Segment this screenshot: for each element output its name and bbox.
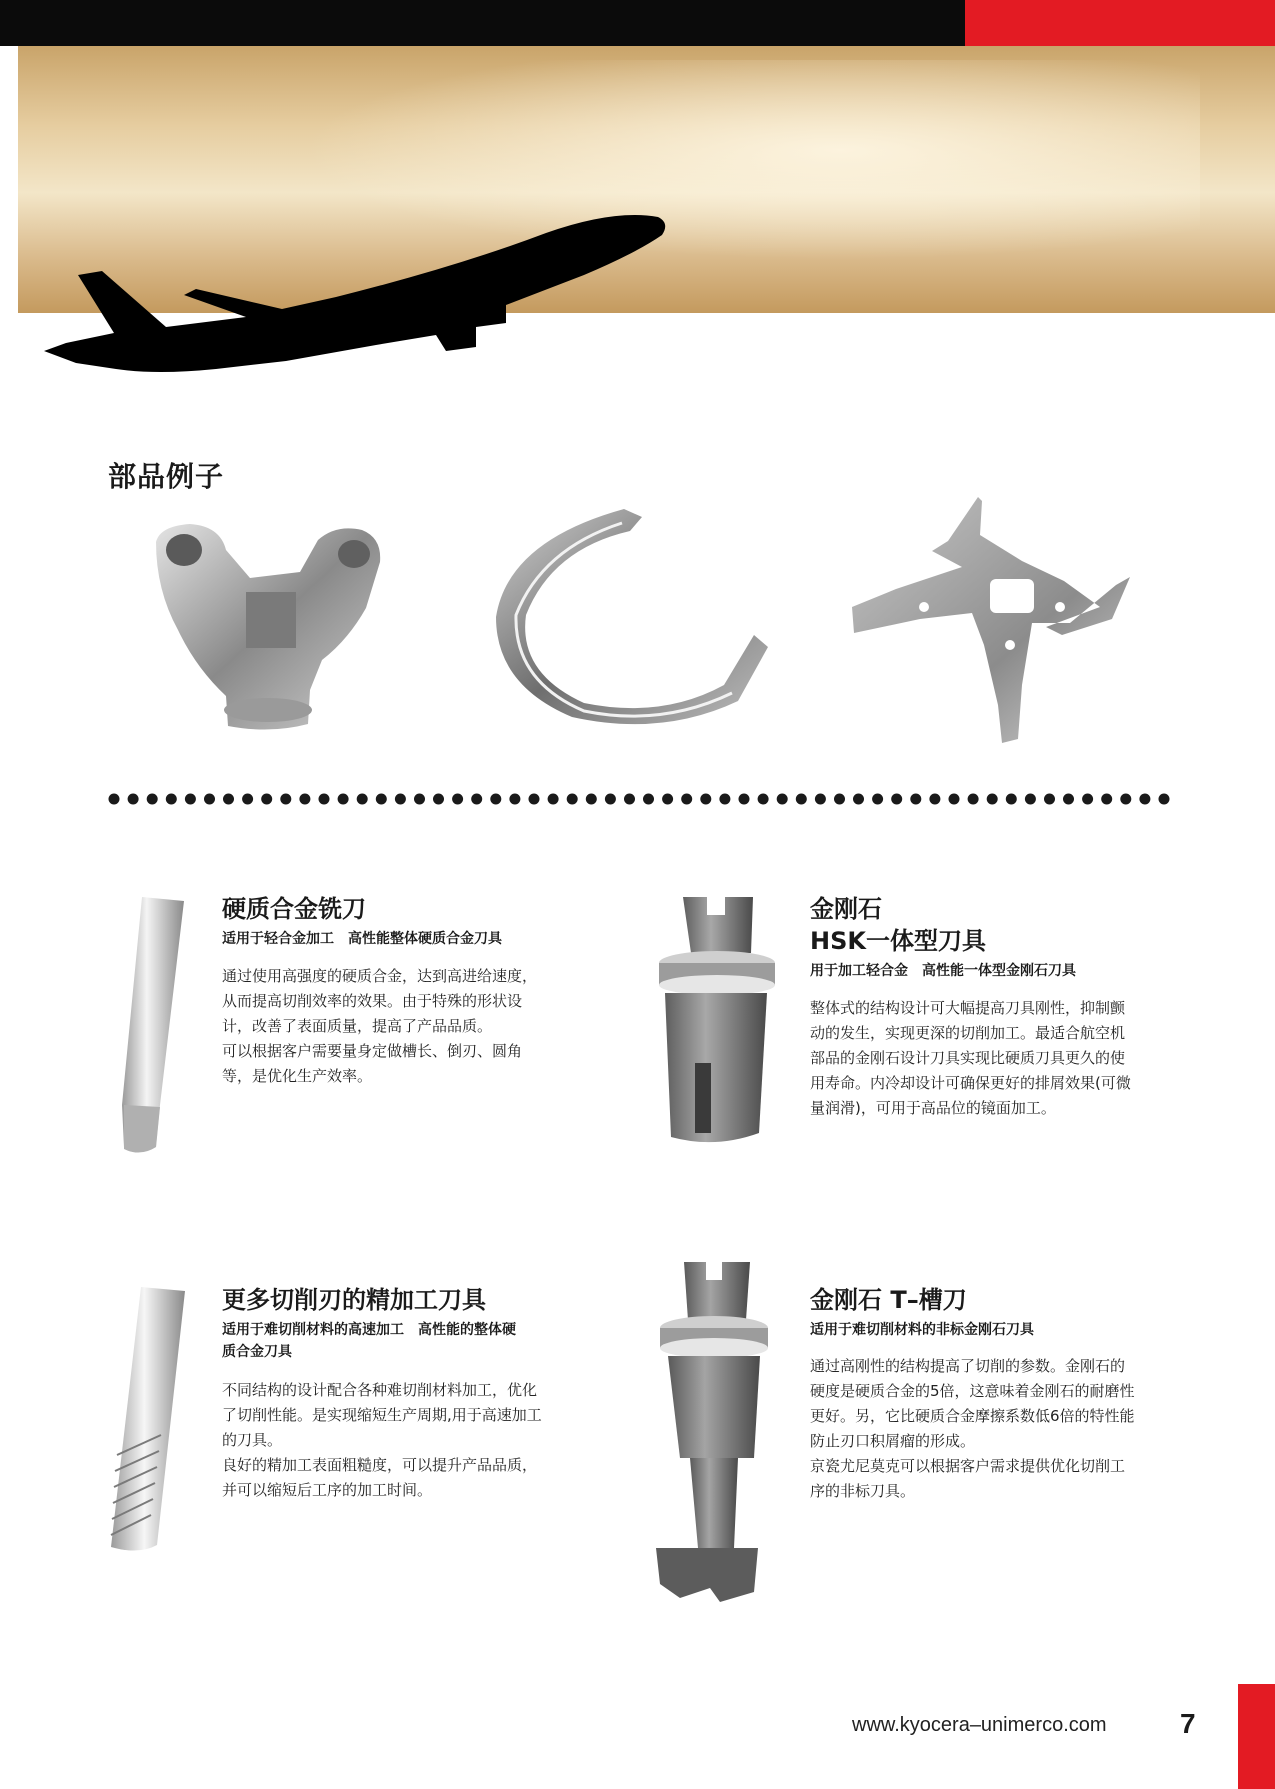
dotted-divider — [108, 792, 1170, 806]
product-title-line: 硬质合金铣刀 — [222, 895, 366, 923]
divider-dot — [624, 794, 635, 805]
divider-dot — [433, 794, 444, 805]
divider-dot — [204, 794, 215, 805]
divider-dot — [777, 794, 788, 805]
divider-dot — [1082, 794, 1093, 805]
divider-dot — [338, 794, 349, 805]
divider-dot — [242, 794, 253, 805]
divider-dot — [700, 794, 711, 805]
divider-dot — [490, 794, 501, 805]
product-1-subtitle — [222, 928, 622, 950]
divider-dot — [529, 794, 540, 805]
divider-dot — [949, 794, 960, 805]
divider-dot — [185, 794, 196, 805]
product-title-line: 金刚石 — [810, 895, 882, 923]
divider-dot — [643, 794, 654, 805]
divider-dot — [586, 794, 597, 805]
body-line: 的刀具。 — [222, 1431, 283, 1449]
body-line: 硬度是硬质合金的5倍，这意味着金刚石的耐磨性 — [810, 1382, 1135, 1400]
page-number: 7 — [1180, 1708, 1196, 1739]
divider-dot — [261, 794, 272, 805]
footer-accent-bar — [1238, 1684, 1275, 1789]
body-line: 部品的金刚石设计刀具实现比硬质刀具更久的使 — [810, 1049, 1126, 1067]
divider-dot — [1063, 794, 1074, 805]
body-line: 整体式的结构设计可大幅提高刀具刚性，抑制颤 — [810, 999, 1126, 1017]
body-line: 从而提高切削效率的效果。由于特殊的形状设 — [222, 992, 523, 1010]
product-2-title — [810, 893, 1190, 957]
product-1-title — [222, 893, 602, 925]
product-2-subtitle — [810, 960, 1210, 982]
hsk-tool-image — [655, 893, 775, 1148]
product-2-body — [810, 996, 1210, 1121]
top-bar-accent — [965, 0, 1275, 46]
divider-dot — [719, 794, 730, 805]
subtitle-line: 质合金刀具 — [222, 1344, 292, 1360]
divider-dot — [452, 794, 463, 805]
divider-dot — [987, 794, 998, 805]
body-line: 更好。另，它比硬质合金摩擦系数低6倍的特性能 — [810, 1407, 1135, 1425]
divider-dot — [357, 794, 368, 805]
body-line: 用寿命。内冷却设计可确保更好的排屑效果(可微 — [810, 1074, 1131, 1092]
product-4-body — [810, 1354, 1210, 1504]
divider-dot — [853, 794, 864, 805]
divider-dot — [109, 794, 120, 805]
body-line: 防止刃口积屑瘤的形成。 — [810, 1432, 976, 1450]
body-line: 可以根据客户需要量身定做槽长、倒刃、圆角 — [222, 1042, 523, 1060]
divider-dot — [223, 794, 234, 805]
divider-dot — [567, 794, 578, 805]
body-line: 计，改善了表面质量，提高了产品品质。 — [222, 1017, 493, 1035]
divider-dot — [872, 794, 883, 805]
divider-dot — [376, 794, 387, 805]
part-ring-segment-image — [492, 505, 768, 727]
divider-dot — [815, 794, 826, 805]
divider-dot — [1120, 794, 1131, 805]
product-3-body — [222, 1378, 622, 1503]
divider-dot — [166, 794, 177, 805]
divider-dot — [929, 794, 940, 805]
airplane-silhouette-icon — [36, 205, 676, 380]
top-bar — [0, 0, 965, 46]
product-title-line: 更多切削刃的精加工刀具 — [222, 1286, 486, 1314]
divider-dot — [509, 794, 520, 805]
divider-dot — [891, 794, 902, 805]
part-bracket-image — [150, 520, 390, 735]
body-line: 并可以缩短后工序的加工时间。 — [222, 1481, 433, 1499]
product-4-subtitle — [810, 1319, 1210, 1341]
subtitle-line: 适用于难切削材料的非标金刚石刀具 — [810, 1322, 1034, 1338]
divider-dot — [681, 794, 692, 805]
part-cross-frame-image — [850, 495, 1135, 745]
section-title: 部品例子 — [108, 460, 225, 493]
subtitle-line: 适用于难切削材料的高速加工 高性能的整体硬 — [222, 1322, 516, 1338]
divider-dot — [147, 794, 158, 805]
divider-dot — [319, 794, 330, 805]
divider-dot — [280, 794, 291, 805]
divider-dot — [739, 794, 750, 805]
divider-dot — [1006, 794, 1017, 805]
body-line: 量润滑)，可用于高品位的镜面加工。 — [810, 1099, 1056, 1117]
divider-dot — [128, 794, 139, 805]
divider-dot — [910, 794, 921, 805]
body-line: 良好的精加工表面粗糙度，可以提升产品品质， — [222, 1456, 538, 1474]
divider-dot — [758, 794, 769, 805]
body-line: 序的非标刀具。 — [810, 1482, 916, 1500]
divider-dot — [299, 794, 310, 805]
divider-dot — [1101, 794, 1112, 805]
product-title-line: 金刚石 T–槽刀 — [810, 1286, 967, 1314]
divider-dot — [968, 794, 979, 805]
body-line: 了切削性能。是实现缩短生产周期,用于高速加工 — [222, 1406, 542, 1424]
body-line: 通过使用高强度的硬质合金，达到高进给速度， — [222, 967, 538, 985]
divider-dot — [1044, 794, 1055, 805]
divider-dot — [1159, 794, 1170, 805]
divider-dot — [1025, 794, 1036, 805]
divider-dot — [414, 794, 425, 805]
divider-dot — [662, 794, 673, 805]
divider-dot — [834, 794, 845, 805]
product-4-title — [810, 1284, 1190, 1316]
body-line: 不同结构的设计配合各种难切削材料加工，优化 — [222, 1381, 538, 1399]
divider-dot — [796, 794, 807, 805]
body-line: 动的发生，实现更深的切削加工。最适合航空机 — [810, 1024, 1126, 1042]
end-mill-image — [110, 895, 190, 1160]
product-1-body — [222, 964, 622, 1089]
divider-dot — [605, 794, 616, 805]
product-title-line: HSK一体型刀具 — [810, 927, 986, 955]
divider-dot — [395, 794, 406, 805]
body-line: 等，是优化生产效率。 — [222, 1067, 373, 1085]
divider-dot — [548, 794, 559, 805]
finishing-end-mill-image — [105, 1285, 190, 1555]
footer-website-link[interactable]: www.kyocera–unimerco.com — [852, 1714, 1107, 1736]
product-3-title — [222, 1284, 622, 1316]
subtitle-line: 适用于轻合金加工 高性能整体硬质合金刀具 — [222, 931, 502, 947]
divider-dot — [471, 794, 482, 805]
divider-dot — [1139, 794, 1150, 805]
product-3-subtitle — [222, 1319, 622, 1363]
t-slot-cutter-image — [650, 1258, 768, 1608]
body-line: 京瓷尤尼莫克可以根据客户需求提供优化切削工 — [810, 1457, 1126, 1475]
body-line: 通过高刚性的结构提高了切削的参数。金刚石的 — [810, 1357, 1126, 1375]
subtitle-line: 用于加工轻合金 高性能一体型金刚石刀具 — [810, 963, 1076, 979]
